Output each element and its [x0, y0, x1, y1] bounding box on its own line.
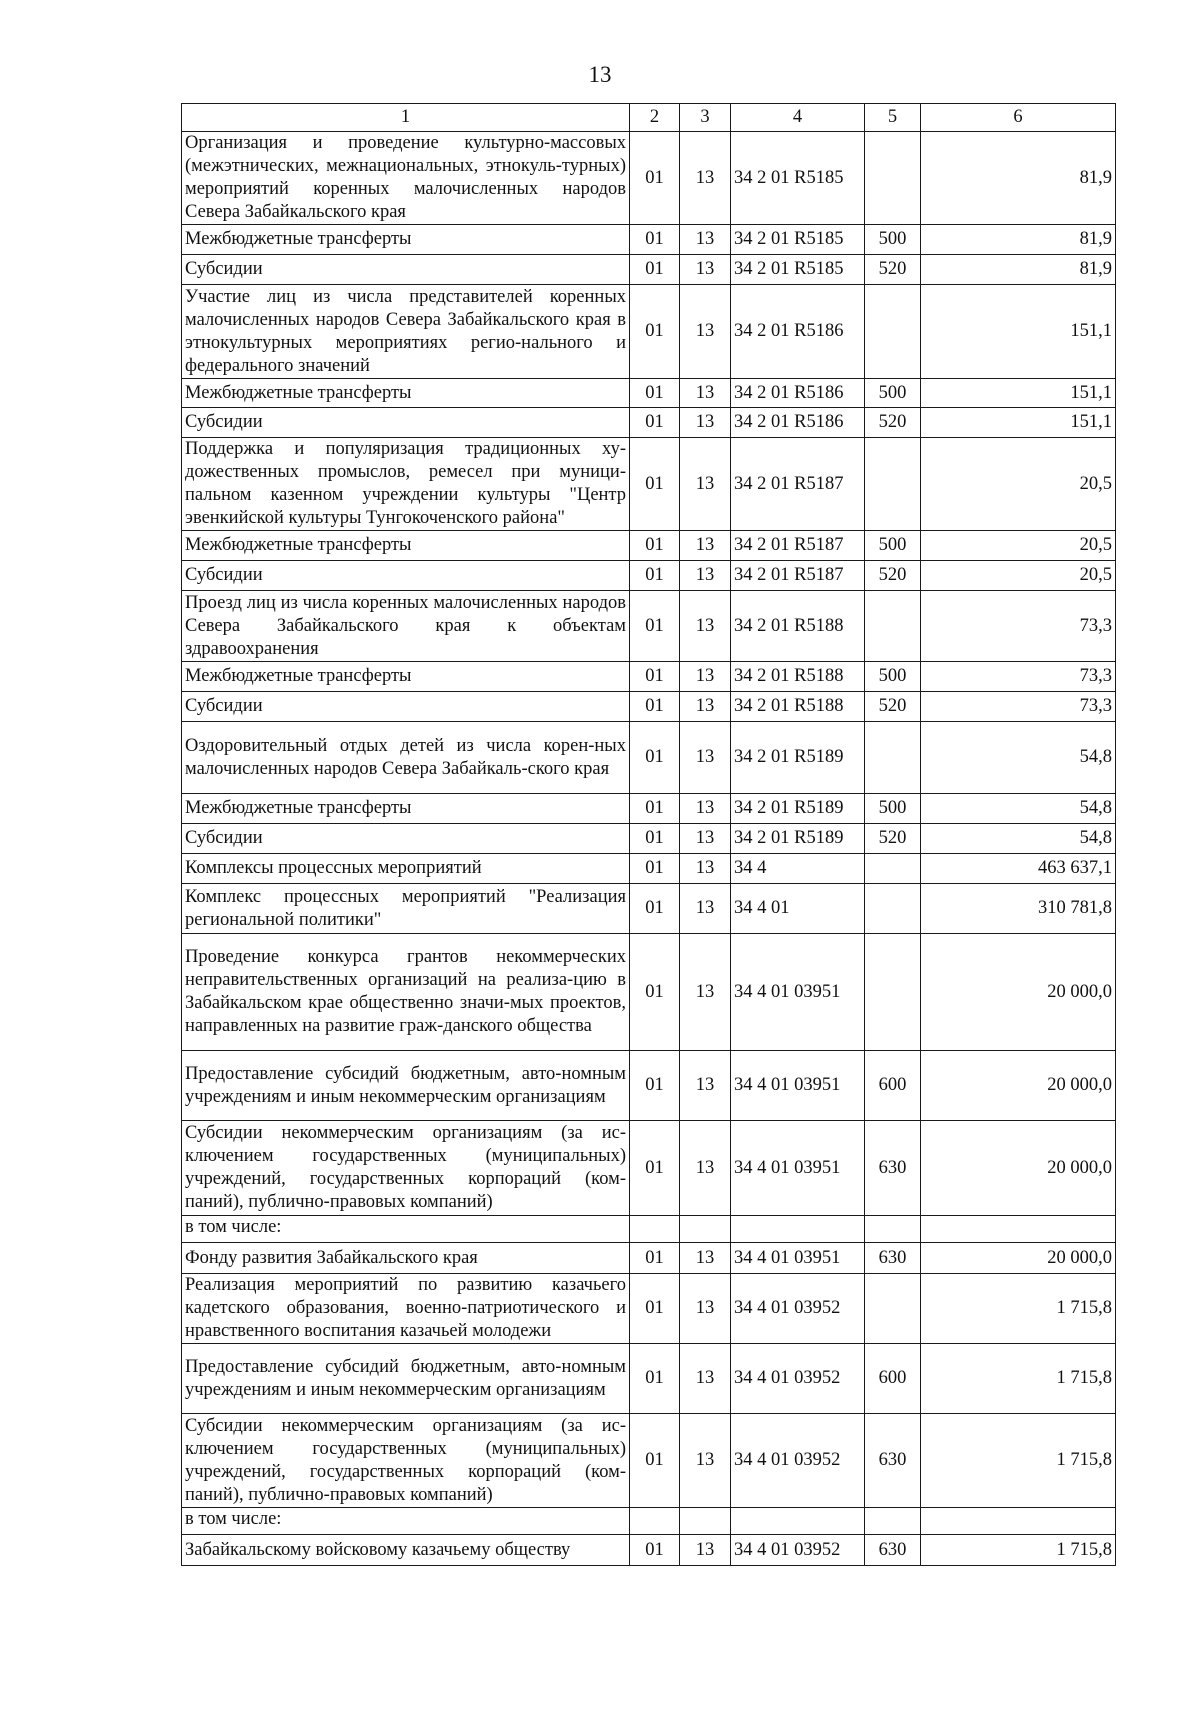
subsection-cell: 13 [680, 1051, 731, 1121]
expense-type-cell: 500 [865, 379, 921, 408]
expense-type-cell [865, 884, 921, 934]
table-row [182, 408, 1116, 438]
table-row [182, 1508, 1116, 1535]
target-article-cell: 34 2 01 R5186 [731, 408, 865, 438]
section-cell: 01 [630, 722, 680, 794]
expense-type-cell [865, 1508, 921, 1535]
expense-type-cell: 630 [865, 1535, 921, 1566]
subsection-cell: 13 [680, 824, 731, 854]
expense-type-cell: 500 [865, 225, 921, 255]
amount-cell: 20 000,0 [921, 1051, 1116, 1121]
header-cell: 3 [680, 104, 731, 132]
amount-cell: 20,5 [921, 438, 1116, 531]
header-cell: 6 [921, 104, 1116, 132]
expense-type-cell [865, 438, 921, 531]
row-name-cell: Субсидии некоммерческим организациям (за ис-ключением государственных (муниципальных) учреждений, государственных корпораций (ком-паний), публично-правовых компаний) [182, 1414, 630, 1508]
amount-cell: 20,5 [921, 561, 1116, 591]
table-row [182, 531, 1116, 561]
target-article-cell: 34 4 01 03952 [731, 1344, 865, 1414]
section-cell: 01 [630, 1535, 680, 1566]
expense-type-cell: 520 [865, 692, 921, 722]
table-row [182, 438, 1116, 531]
target-article-cell: 34 4 01 03951 [731, 1243, 865, 1274]
table-row [182, 824, 1116, 854]
row-name-cell: Проведение конкурса грантов некоммерческих неправительственных организаций на реализа-цию в Забайкальском крае общественно значи-мых проектов, направленных на развитие граж-данского общества [182, 934, 630, 1051]
table-row [182, 132, 1116, 225]
table-row [182, 692, 1116, 722]
target-article-cell: 34 4 01 03952 [731, 1414, 865, 1508]
row-name-cell: Межбюджетные трансферты [182, 225, 630, 255]
table-row [182, 884, 1116, 934]
section-cell: 01 [630, 854, 680, 884]
table-row [182, 1121, 1116, 1216]
row-name-cell: Субсидии некоммерческим организациям (за ис-ключением государственных (муниципальных) учреждений, государственных корпораций (ком-паний), публично-правовых компаний) [182, 1121, 630, 1216]
section-cell: 01 [630, 1344, 680, 1414]
expense-type-cell: 520 [865, 255, 921, 285]
target-article-cell: 34 2 01 R5186 [731, 379, 865, 408]
subsection-cell: 13 [680, 438, 731, 531]
budget-table [181, 103, 1116, 1566]
expense-type-cell: 630 [865, 1414, 921, 1508]
subsection-cell: 13 [680, 255, 731, 285]
amount-cell: 54,8 [921, 794, 1116, 824]
row-name-cell: Комплексы процессных мероприятий [182, 854, 630, 884]
table-row [182, 225, 1116, 255]
subsection-cell: 13 [680, 854, 731, 884]
row-name-cell: Проезд лиц из числа коренных малочисленных народов Севера Забайкальского края к объектам здравоохранения [182, 591, 630, 662]
page-number: 13 [588, 62, 612, 87]
expense-type-cell: 600 [865, 1051, 921, 1121]
target-article-cell: 34 2 01 R5189 [731, 824, 865, 854]
target-article-cell: 34 4 01 03952 [731, 1274, 865, 1344]
subsection-cell: 13 [680, 884, 731, 934]
expense-type-cell: 630 [865, 1121, 921, 1216]
target-article-cell: 34 2 01 R5187 [731, 438, 865, 531]
header-cell: 5 [865, 104, 921, 132]
section-cell: 01 [630, 438, 680, 531]
row-name-cell: Субсидии [182, 255, 630, 285]
table-row [182, 662, 1116, 692]
target-article-cell: 34 2 01 R5187 [731, 531, 865, 561]
subsection-cell: 13 [680, 692, 731, 722]
target-article-cell: 34 4 01 03951 [731, 1121, 865, 1216]
amount-cell: 81,9 [921, 225, 1116, 255]
subsection-cell: 13 [680, 408, 731, 438]
subsection-cell: 13 [680, 1344, 731, 1414]
section-cell: 01 [630, 408, 680, 438]
subsection-cell: 13 [680, 531, 731, 561]
amount-cell [921, 1508, 1116, 1535]
section-cell: 01 [630, 1274, 680, 1344]
section-cell: 01 [630, 225, 680, 255]
row-name-cell: Оздоровительный отдых детей из числа корен-ных малочисленных народов Севера Забайкаль-ского края [182, 722, 630, 794]
subsection-cell: 13 [680, 285, 731, 379]
expense-type-cell: 520 [865, 561, 921, 591]
section-cell: 01 [630, 379, 680, 408]
table-row [182, 1243, 1116, 1274]
row-name-cell: в том числе: [182, 1216, 630, 1243]
amount-cell: 73,3 [921, 692, 1116, 722]
subsection-cell: 13 [680, 591, 731, 662]
section-cell: 01 [630, 1121, 680, 1216]
row-name-cell: Субсидии [182, 561, 630, 591]
table-row [182, 854, 1116, 884]
amount-cell: 151,1 [921, 285, 1116, 379]
expense-type-cell: 520 [865, 408, 921, 438]
section-cell: 01 [630, 255, 680, 285]
target-article-cell: 34 2 01 R5185 [731, 255, 865, 285]
subsection-cell: 13 [680, 1243, 731, 1274]
subsection-cell [680, 1508, 731, 1535]
amount-cell: 54,8 [921, 722, 1116, 794]
table-row [182, 379, 1116, 408]
subsection-cell: 13 [680, 934, 731, 1051]
section-cell: 01 [630, 591, 680, 662]
subsection-cell: 13 [680, 225, 731, 255]
amount-cell: 151,1 [921, 379, 1116, 408]
target-article-cell: 34 2 01 R5187 [731, 561, 865, 591]
section-cell: 01 [630, 884, 680, 934]
amount-cell: 73,3 [921, 591, 1116, 662]
amount-cell: 81,9 [921, 132, 1116, 225]
target-article-cell: 34 2 01 R5189 [731, 722, 865, 794]
row-name-cell: Организация и проведение культурно-массовых (межэтнических, межнациональных, этнокуль-турных) мероприятий коренных малочисленных народов Севера Забайкальского края [182, 132, 630, 225]
amount-cell: 310 781,8 [921, 884, 1116, 934]
expense-type-cell [865, 934, 921, 1051]
expense-type-cell: 500 [865, 531, 921, 561]
row-name-cell: в том числе: [182, 1508, 630, 1535]
subsection-cell: 13 [680, 1121, 731, 1216]
target-article-cell: 34 2 01 R5188 [731, 591, 865, 662]
table-row [182, 1216, 1116, 1243]
row-name-cell: Комплекс процессных мероприятий "Реализация региональной политики" [182, 884, 630, 934]
amount-cell: 54,8 [921, 824, 1116, 854]
subsection-cell: 13 [680, 794, 731, 824]
target-article-cell: 34 2 01 R5188 [731, 692, 865, 722]
table-row [182, 794, 1116, 824]
target-article-cell [731, 1508, 865, 1535]
row-name-cell: Поддержка и популяризация традиционных ху-дожественных промыслов, ремесел при муници-пальном казенном учреждении культуры "Центр эвенкийской культуры Тунгокоченского района" [182, 438, 630, 531]
section-cell: 01 [630, 561, 680, 591]
table-row [182, 1051, 1116, 1121]
target-article-cell [731, 1216, 865, 1243]
subsection-cell: 13 [680, 1274, 731, 1344]
row-name-cell: Предоставление субсидий бюджетным, авто-номным учреждениям и иным некоммерческим организациям [182, 1051, 630, 1121]
subsection-cell: 13 [680, 561, 731, 591]
header-cell: 1 [182, 104, 630, 132]
expense-type-cell [865, 1216, 921, 1243]
target-article-cell: 34 2 01 R5185 [731, 225, 865, 255]
row-name-cell: Субсидии [182, 824, 630, 854]
section-cell: 01 [630, 662, 680, 692]
header-cell: 2 [630, 104, 680, 132]
target-article-cell: 34 4 01 [731, 884, 865, 934]
row-name-cell: Межбюджетные трансферты [182, 662, 630, 692]
expense-type-cell [865, 1274, 921, 1344]
table-row [182, 1535, 1116, 1566]
table-row [182, 1344, 1116, 1414]
subsection-cell: 13 [680, 1535, 731, 1566]
subsection-cell [680, 1216, 731, 1243]
subsection-cell: 13 [680, 132, 731, 225]
header-cell: 4 [731, 104, 865, 132]
expense-type-cell [865, 132, 921, 225]
target-article-cell: 34 4 01 03951 [731, 1051, 865, 1121]
subsection-cell: 13 [680, 662, 731, 692]
amount-cell: 20 000,0 [921, 1121, 1116, 1216]
row-name-cell: Субсидии [182, 408, 630, 438]
row-name-cell: Межбюджетные трансферты [182, 379, 630, 408]
expense-type-cell [865, 285, 921, 379]
table-row [182, 722, 1116, 794]
row-name-cell: Субсидии [182, 692, 630, 722]
subsection-cell: 13 [680, 379, 731, 408]
row-name-cell: Участие лиц из числа представителей коренных малочисленных народов Севера Забайкальского края в этнокультурных мероприятиях регио-нального и федерального значений [182, 285, 630, 379]
table-row [182, 1414, 1116, 1508]
target-article-cell: 34 4 01 03951 [731, 934, 865, 1051]
amount-cell: 1 715,8 [921, 1535, 1116, 1566]
expense-type-cell [865, 854, 921, 884]
amount-cell: 1 715,8 [921, 1274, 1116, 1344]
amount-cell: 1 715,8 [921, 1344, 1116, 1414]
row-name-cell: Реализация мероприятий по развитию казачьего кадетского образования, военно-патриотического и нравственного воспитания казачьей молодежи [182, 1274, 630, 1344]
row-name-cell: Межбюджетные трансферты [182, 794, 630, 824]
target-article-cell: 34 2 01 R5188 [731, 662, 865, 692]
target-article-cell: 34 2 01 R5186 [731, 285, 865, 379]
row-name-cell: Фонду развития Забайкальского края [182, 1243, 630, 1274]
table-row [182, 255, 1116, 285]
target-article-cell: 34 4 01 03952 [731, 1535, 865, 1566]
section-cell: 01 [630, 934, 680, 1051]
table-header-row [182, 104, 1116, 132]
amount-cell: 20 000,0 [921, 934, 1116, 1051]
table-row [182, 1274, 1116, 1344]
subsection-cell: 13 [680, 1414, 731, 1508]
target-article-cell: 34 4 [731, 854, 865, 884]
amount-cell: 20 000,0 [921, 1243, 1116, 1274]
section-cell: 01 [630, 132, 680, 225]
amount-cell: 20,5 [921, 531, 1116, 561]
amount-cell: 81,9 [921, 255, 1116, 285]
expense-type-cell: 500 [865, 794, 921, 824]
section-cell: 01 [630, 824, 680, 854]
row-name-cell: Забайкальскому войсковому казачьему обществу [182, 1535, 630, 1566]
row-name-cell: Межбюджетные трансферты [182, 531, 630, 561]
section-cell: 01 [630, 692, 680, 722]
subsection-cell: 13 [680, 722, 731, 794]
table-row [182, 285, 1116, 379]
section-cell: 01 [630, 1414, 680, 1508]
expense-type-cell [865, 722, 921, 794]
target-article-cell: 34 2 01 R5189 [731, 794, 865, 824]
expense-type-cell: 520 [865, 824, 921, 854]
section-cell: 01 [630, 794, 680, 824]
amount-cell: 73,3 [921, 662, 1116, 692]
section-cell: 01 [630, 531, 680, 561]
amount-cell: 463 637,1 [921, 854, 1116, 884]
section-cell: 01 [630, 1051, 680, 1121]
row-name-cell: Предоставление субсидий бюджетным, авто-номным учреждениям и иным некоммерческим организациям [182, 1344, 630, 1414]
amount-cell: 151,1 [921, 408, 1116, 438]
expense-type-cell: 600 [865, 1344, 921, 1414]
table-row [182, 561, 1116, 591]
amount-cell [921, 1216, 1116, 1243]
target-article-cell: 34 2 01 R5185 [731, 132, 865, 225]
expense-type-cell: 630 [865, 1243, 921, 1274]
table-row [182, 591, 1116, 662]
section-cell [630, 1216, 680, 1243]
section-cell [630, 1508, 680, 1535]
section-cell: 01 [630, 285, 680, 379]
expense-type-cell [865, 591, 921, 662]
amount-cell: 1 715,8 [921, 1414, 1116, 1508]
expense-type-cell: 500 [865, 662, 921, 692]
section-cell: 01 [630, 1243, 680, 1274]
table-row [182, 934, 1116, 1051]
